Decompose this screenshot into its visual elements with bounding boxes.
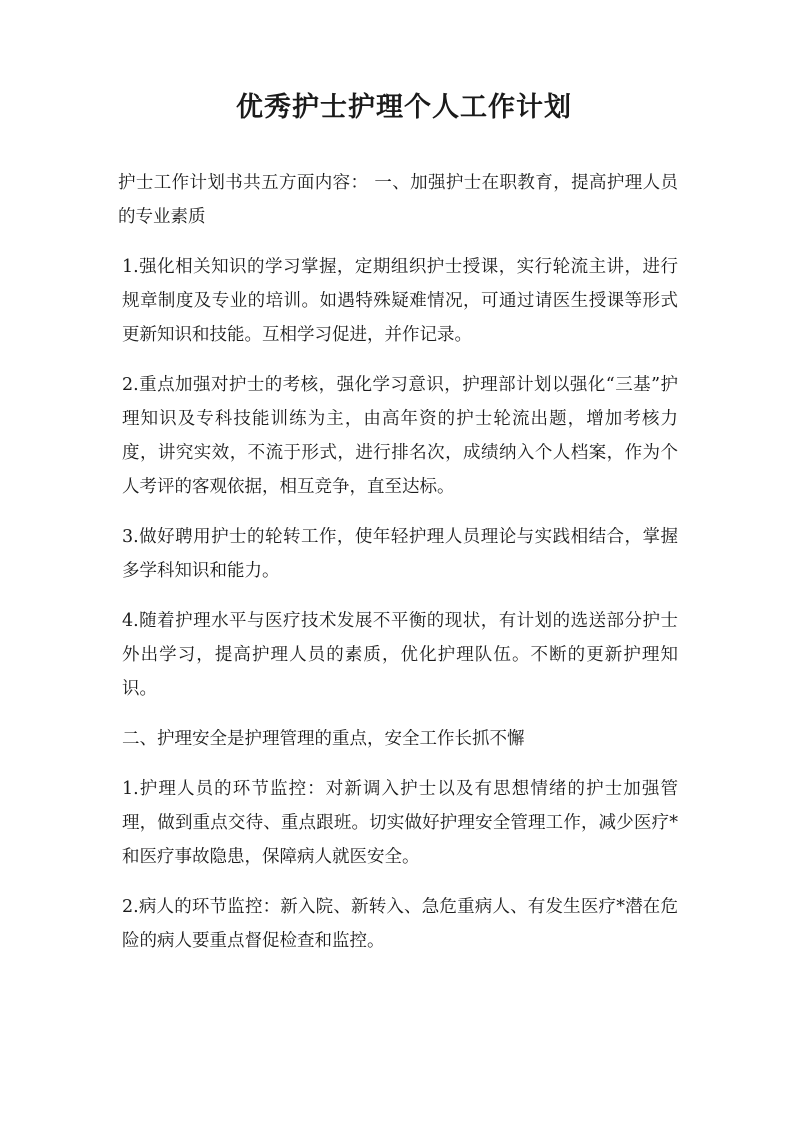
section-heading-2: 二、护理安全是护理管理的重点，安全工作长抓不懈 (122, 729, 525, 749)
paragraph-item-2-2: 2.病人的环节监控：新入院、新转入、急危重病人、有发生医疗*潜在危险的病人要重点督促检查和监控。 (122, 897, 678, 951)
paragraph-item-1-4: 4.随着护理水平与医疗技术发展不平衡的现状，有计划的选送部分护士外出学习，提高护理人员的素质，优化护理队伍。不断的更新护理知识。 (122, 611, 678, 699)
paragraph-item-2-1: 1.护理人员的环节监控：对新调入护士以及有思想情绪的护士加强管理，做到重点交待、重点跟班。切实做好护理安全管理工作，减少医疗*和医疗事故隐患，保障病人就医安全。 (122, 779, 678, 867)
paragraph-item-1-1: 1.强化相关知识的学习掌握，定期组织护士授课，实行轮流主讲，进行规章制度及专业的培训。如遇特殊疑难情况，可通过请医生授课等形式更新知识和技能。互相学习促进，并作记录。 (122, 257, 678, 345)
paragraph-intro: 护士工作计划书共五方面内容： 一、加强护士在职教育，提高护理人员的专业素质 (118, 173, 678, 227)
document-title: 优秀护士护理个人工作计划 (236, 92, 572, 123)
paragraph-item-1-3: 3.做好聘用护士的轮转工作，使年轻护理人员理论与实践相结合，掌握多学科知识和能力。 (122, 527, 678, 581)
paragraph-item-1-2: 2.重点加强对护士的考核，强化学习意识，护理部计划以强化“三基”护理知识及专科技能训练为主，由高年资的护士轮流出题，增加考核力度，讲究实效，不流于形式，进行排名次，成绩纳入个人档案，作为个人考评的客观依据，相互竞争，直至达标。 (122, 375, 678, 497)
document-body (118, 166, 678, 958)
